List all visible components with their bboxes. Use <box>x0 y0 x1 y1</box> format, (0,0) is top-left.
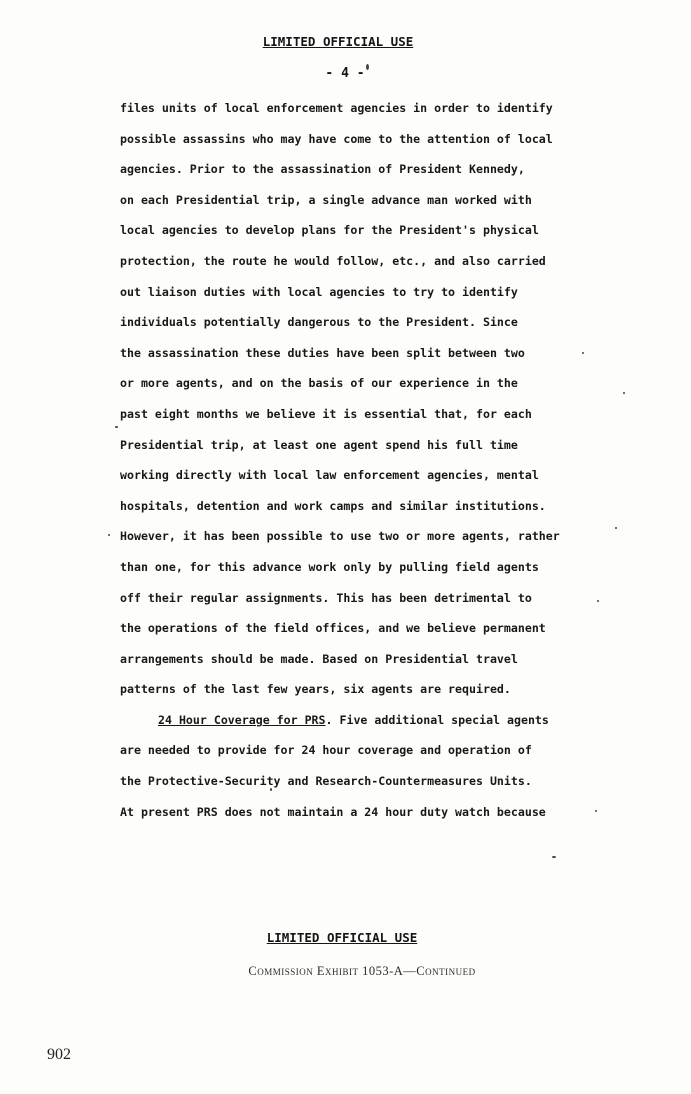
classification-footer: LIMITED OFFICIAL USE <box>266 930 418 945</box>
scan-speck <box>115 426 118 428</box>
scan-speck <box>597 600 599 602</box>
body-line: working directly with local law enforcement agencies, mental <box>120 468 539 483</box>
page-folio: 902 <box>47 1046 71 1063</box>
body-line: At present PRS does not maintain a 24 hour duty watch because <box>120 804 546 819</box>
page-marker: - 4 - <box>325 66 365 81</box>
body-line: the Protective-Security and Research-Countermeasures Units. <box>120 774 532 789</box>
body-line: However, it has been possible to use two or more agents, rather <box>120 529 560 544</box>
scan-speck <box>270 788 272 791</box>
body-line: protection, the route he would follow, etc., and also carried <box>120 253 546 268</box>
classification-header: LIMITED OFFICIAL USE <box>262 34 414 49</box>
body-line: than one, for this advance work only by pulling field agents <box>120 559 539 574</box>
body-line: agencies. Prior to the assassination of President Kennedy, <box>120 162 525 177</box>
body-line: files units of local enforcement agencies in order to identify <box>120 101 553 115</box>
body-line: off their regular assignments. This has been detrimental to <box>120 590 532 605</box>
body-line: or more agents, and on the basis of our experience in the <box>120 376 518 391</box>
body-line: patterns of the last few years, six agents are required. <box>120 682 511 697</box>
exhibit-caption: Commission Exhibit 1053-A—Continued <box>248 964 476 978</box>
scan-speck <box>108 534 110 536</box>
body-line: possible assassins who may have come to the attention of local <box>120 131 553 146</box>
scan-speck <box>623 392 625 394</box>
paragraph2-first-line <box>120 705 600 736</box>
body-line: hospitals, detention and work camps and similar institutions. <box>120 498 546 513</box>
paragraph2-first-line-rest: . Five additional special agents <box>325 712 549 727</box>
scan-speck <box>366 64 369 70</box>
body-line: on each Presidential trip, a single advance man worked with <box>120 192 532 207</box>
scan-speck <box>615 527 617 529</box>
body-text <box>120 93 600 827</box>
body-line: the assassination these duties have been split between two <box>120 345 525 360</box>
paragraph2-heading: 24 Hour Coverage for PRS <box>158 712 326 727</box>
body-line: individuals potentially dangerous to the President. Since <box>120 315 518 330</box>
body-line: the operations of the field offices, and we believe permanent <box>120 621 546 636</box>
scan-speck <box>595 810 597 812</box>
body-line: past eight months we believe it is essential that, for each <box>120 406 532 421</box>
body-line: out liaison duties with local agencies to try to identify <box>120 284 518 299</box>
body-line: local agencies to develop plans for the President's physical <box>120 223 539 238</box>
body-line: Presidential trip, at least one agent spend his full time <box>120 437 518 452</box>
scan-speck <box>552 856 556 858</box>
scan-speck <box>582 352 584 354</box>
body-line: arrangements should be made. Based on Presidential travel <box>120 651 518 666</box>
body-line: are needed to provide for 24 hour coverage and operation of <box>120 743 532 758</box>
